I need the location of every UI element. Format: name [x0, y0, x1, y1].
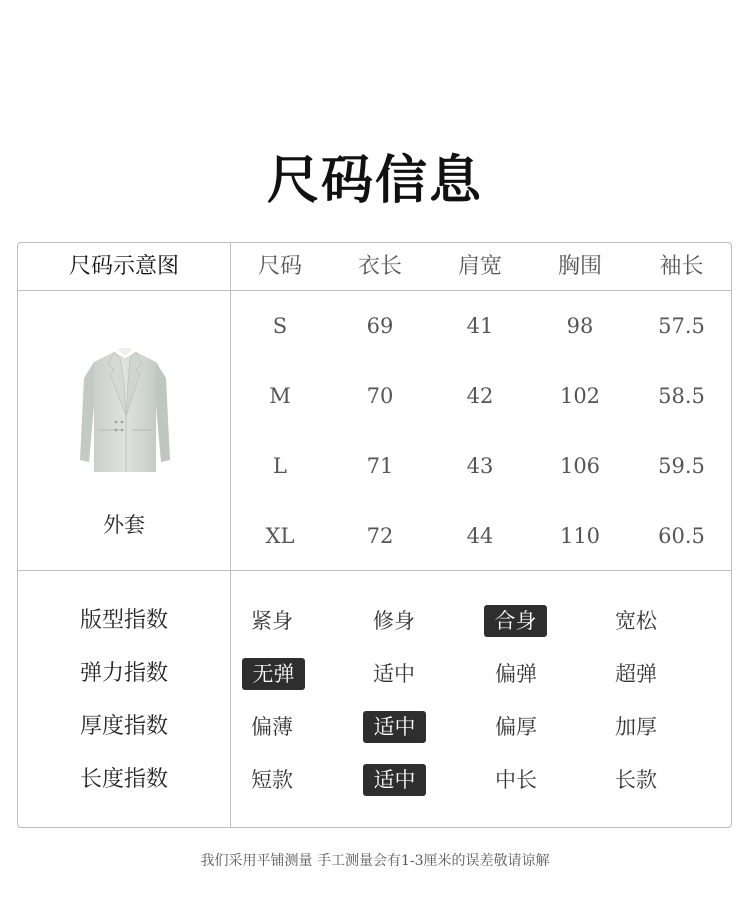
thickness-option-selected: 适中: [363, 711, 426, 743]
header-length: 衣长: [357, 254, 402, 279]
stretch-option: 适中: [373, 662, 415, 686]
size-cell: M: [269, 384, 291, 408]
stretch-option: 偏弹: [495, 662, 537, 686]
size-cell: XL: [265, 524, 295, 548]
fit-index-label: 版型指数: [79, 608, 168, 633]
fit-option: 修身: [373, 609, 415, 633]
length-option: 短款: [251, 768, 293, 792]
stretch-option: 超弹: [615, 662, 657, 686]
fit-option-selected: 合身: [484, 605, 547, 637]
page-title: 尺码信息: [266, 150, 483, 211]
thickness-option: 加厚: [615, 715, 657, 739]
size-cell: S: [272, 314, 288, 338]
jacket-illustration: [80, 348, 170, 476]
length-index-label: 长度指数: [79, 767, 168, 792]
sleeve-cell: 59.5: [658, 454, 705, 478]
length-option: 中长: [495, 768, 537, 792]
header-size: 尺码: [257, 254, 302, 279]
length-cell: 69: [366, 314, 394, 338]
length-cell: 70: [366, 384, 394, 408]
chest-cell: 98: [566, 314, 594, 338]
shoulder-cell: 41: [466, 314, 494, 338]
section-divider: [18, 570, 731, 571]
stretch-option-selected: 无弹: [242, 658, 305, 690]
chest-cell: 102: [559, 384, 601, 408]
shoulder-cell: 44: [466, 524, 494, 548]
stretch-index-label: 弹力指数: [79, 661, 168, 686]
header-divider: [18, 290, 731, 291]
header-shoulder: 肩宽: [457, 254, 502, 279]
length-cell: 71: [366, 454, 394, 478]
thickness-index-label: 厚度指数: [79, 714, 168, 739]
chest-cell: 110: [559, 524, 601, 548]
size-cell: L: [273, 454, 287, 478]
sleeve-cell: 60.5: [658, 524, 705, 548]
header-chest: 胸围: [557, 254, 602, 279]
garment-label: 外套: [103, 513, 145, 537]
length-option: 长款: [615, 768, 657, 792]
size-table: [17, 242, 732, 828]
shoulder-cell: 43: [466, 454, 494, 478]
length-option-selected: 适中: [363, 764, 426, 796]
shoulder-cell: 42: [466, 384, 494, 408]
fit-option: 紧身: [251, 609, 293, 633]
thickness-option: 偏厚: [495, 715, 537, 739]
thickness-option: 偏薄: [251, 715, 293, 739]
measurement-note: 我们采用平铺测量 手工测量会有1-3厘米的误差敬请谅解: [200, 853, 550, 869]
chest-cell: 106: [559, 454, 601, 478]
fit-option: 宽松: [615, 609, 657, 633]
header-sleeve: 袖长: [659, 254, 704, 279]
length-cell: 72: [366, 524, 394, 548]
corner-header: 尺码示意图: [68, 254, 179, 279]
sleeve-cell: 57.5: [658, 314, 705, 338]
sleeve-cell: 58.5: [658, 384, 705, 408]
